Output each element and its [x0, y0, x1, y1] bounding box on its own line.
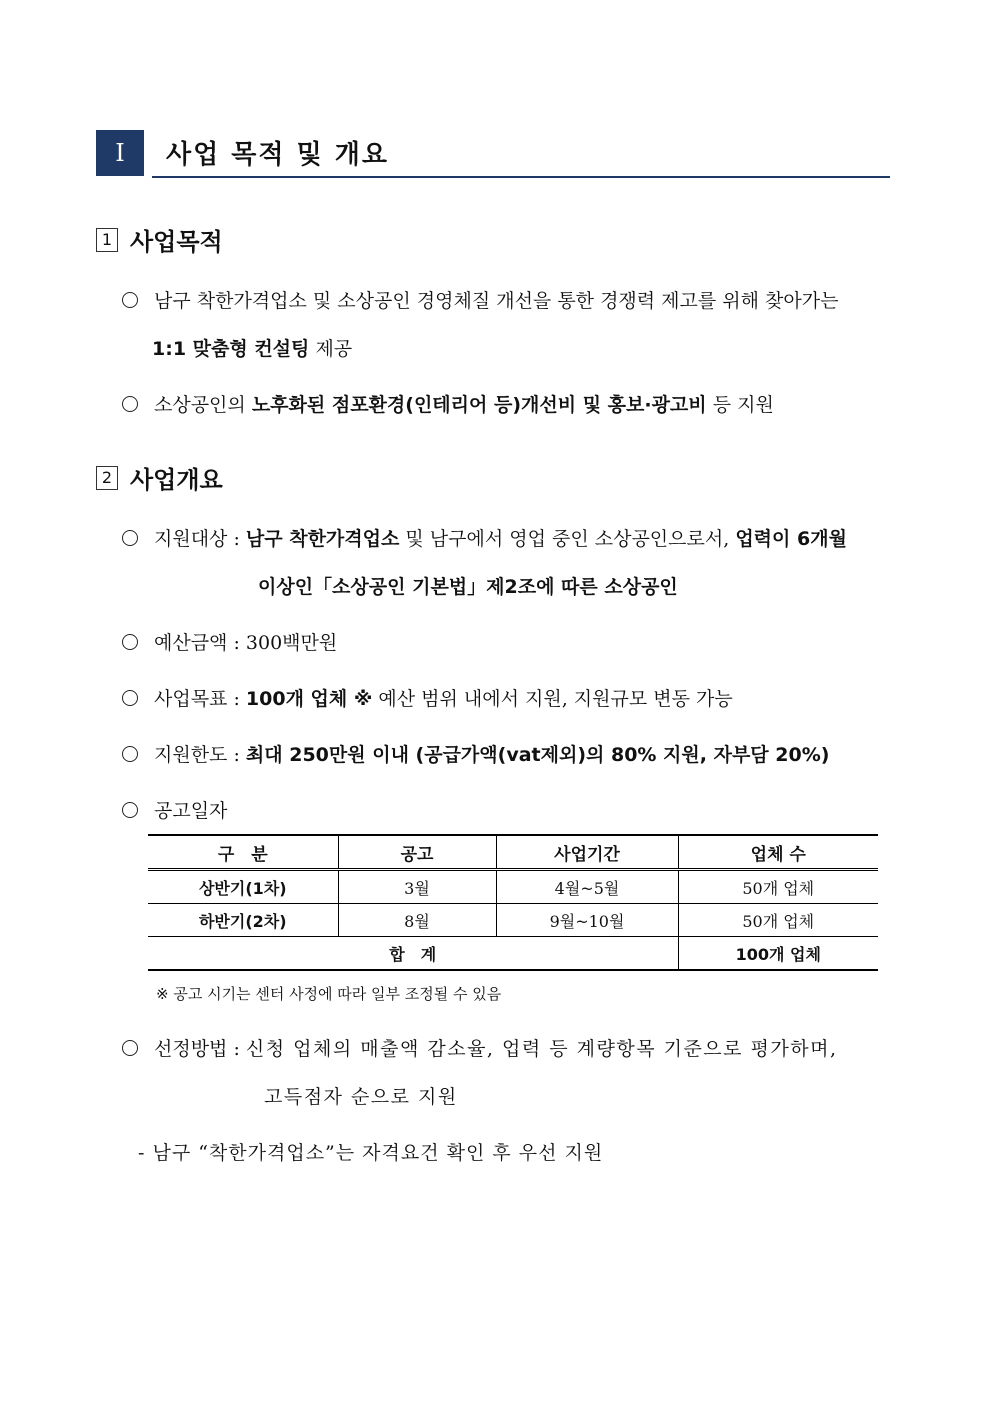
purpose-bullet-2-bold: 노후화된 점포환경(인테리어 등)개선비 및 홍보·광고비	[251, 394, 707, 416]
cell-period: 4월~5월	[496, 870, 678, 904]
total-value: 100개 업체	[678, 937, 878, 971]
goal-bullet	[122, 684, 733, 711]
goal-bold: 100개 업체 ※	[245, 688, 373, 710]
target-line-2: 이상인「소상공인 기본법」제2조에 따른 소상공인	[258, 576, 678, 598]
table-row	[148, 870, 878, 904]
cell-category: 상반기(1차)	[148, 870, 338, 904]
limit-label: 지원한도 :	[154, 744, 246, 766]
circle-bullet-icon	[122, 396, 138, 412]
chapter-underline	[152, 176, 890, 178]
cell-count: 50개 업체	[678, 870, 878, 904]
consulting-rest: 제공	[309, 338, 353, 360]
purpose-bullet-2	[122, 390, 774, 417]
header-count: 업체 수	[678, 835, 878, 870]
target-label: 지원대상 :	[154, 528, 246, 550]
circle-bullet-icon	[122, 802, 138, 818]
header-category: 구 분	[148, 835, 338, 870]
target-mid: 및 남구에서 영업 중인 소상공인으로서,	[399, 528, 736, 550]
circle-bullet-icon	[122, 1040, 138, 1056]
section1-number: 1	[96, 228, 118, 252]
circle-bullet-icon	[122, 292, 138, 308]
table-total-row	[148, 937, 878, 971]
chapter-number-box	[96, 130, 144, 176]
selection-line-1: 신청 업체의 매출액 감소율, 업력 등 계량항목 기준으로 평가하며,	[245, 1038, 838, 1060]
goal-label: 사업목표 :	[154, 688, 246, 710]
chapter-title: 사업 목적 및 개요	[166, 140, 389, 170]
table-note: ※ 공고 시기는 센터 사정에 따라 일부 조정될 수 있음	[156, 985, 502, 1003]
purpose-bullet-2-post: 등 지원	[706, 394, 774, 416]
cell-count: 50개 업체	[678, 904, 878, 937]
goal-rest: 예산 범위 내에서 지원, 지원규모 변동 가능	[372, 688, 733, 710]
cell-period: 9월~10월	[496, 904, 678, 937]
purpose-bullet-1-cont	[152, 334, 352, 361]
selection-bullet	[122, 1034, 838, 1061]
schedule-bullet	[122, 796, 227, 823]
purpose-bullet-1-text: 남구 착한가격업소 및 소상공인 경영체질 개선을 통한 경쟁력 제고를 위해 찾아가는	[154, 290, 839, 312]
budget-label: 예산금액 :	[154, 632, 246, 654]
cell-category: 하반기(2차)	[148, 904, 338, 937]
budget-value: 300백만원	[245, 632, 338, 654]
target-bullet-cont	[258, 572, 678, 599]
selection-line-2: 고득점자 순으로 지원	[264, 1086, 458, 1108]
limit-bullet	[122, 740, 829, 767]
section2-title: 사업개요	[130, 466, 223, 494]
schedule-table	[148, 834, 878, 971]
consulting-bold: 1:1 맞춤형 컨설팅	[152, 338, 310, 360]
selection-label: 선정방법 :	[154, 1038, 246, 1060]
section2-heading	[96, 460, 223, 495]
table-row	[148, 904, 878, 937]
circle-bullet-icon	[122, 634, 138, 650]
total-label: 합 계	[148, 937, 678, 971]
target-bold-1: 남구 착한가격업소	[245, 528, 400, 550]
target-bullet	[122, 524, 847, 551]
cell-notice: 3월	[338, 870, 496, 904]
budget-bullet	[122, 628, 337, 655]
target-bold-2: 업력이 6개월	[735, 528, 847, 550]
chapter-number: I	[115, 139, 125, 167]
section1-title: 사업목적	[130, 228, 223, 256]
section1-heading	[96, 222, 223, 257]
header-notice: 공고	[338, 835, 496, 870]
header-period: 사업기간	[496, 835, 678, 870]
cell-notice: 8월	[338, 904, 496, 937]
circle-bullet-icon	[122, 690, 138, 706]
section2-number: 2	[96, 466, 118, 490]
circle-bullet-icon	[122, 530, 138, 546]
purpose-bullet-2-pre: 소상공인의	[154, 394, 252, 416]
schedule-label: 공고일자	[154, 800, 228, 822]
circle-bullet-icon	[122, 746, 138, 762]
purpose-bullet-1	[122, 286, 838, 313]
table-header-row	[148, 835, 878, 870]
limit-bold: 최대 250만원 이내 (공급가액(vat제외)의 80% 지원, 자부담 20%)	[245, 744, 830, 766]
priority-note: - 남구 “착한가격업소”는 자격요건 확인 후 우선 지원	[138, 1142, 604, 1164]
